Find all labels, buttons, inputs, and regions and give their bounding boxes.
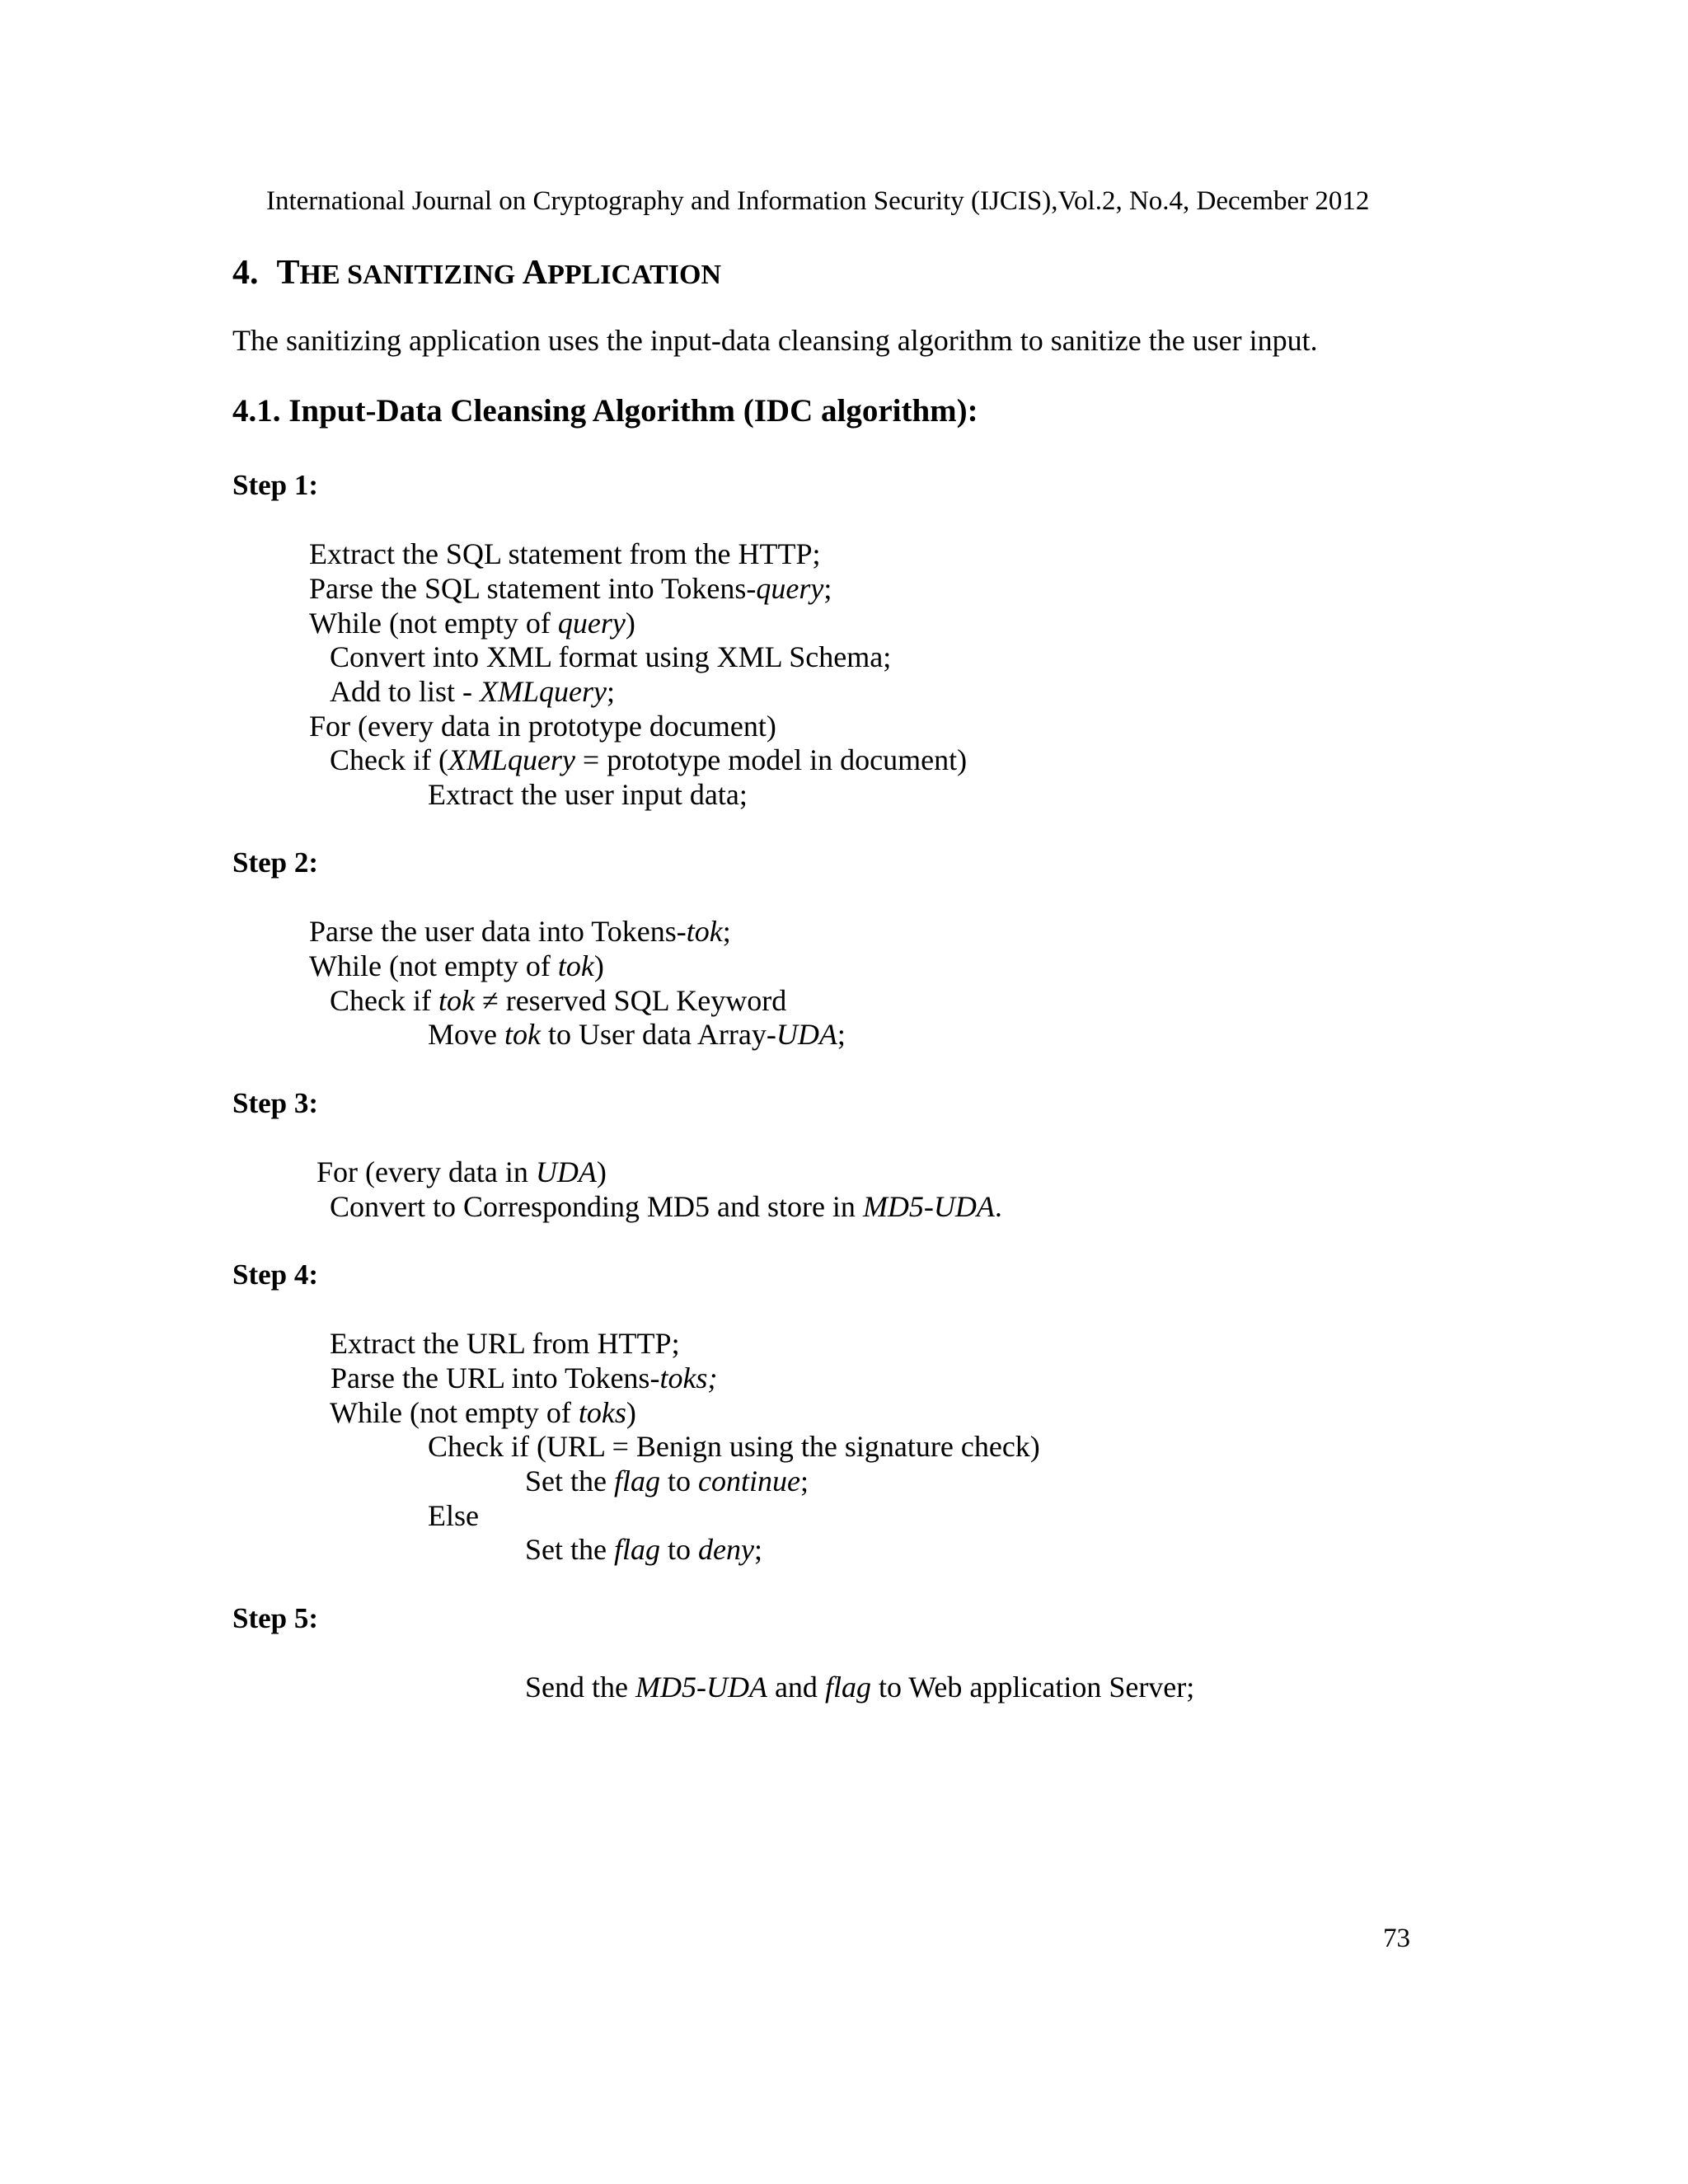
running-head: International Journal on Cryptography and Information Security (IJCIS),Vol.2, No.4, December 2012 <box>266 186 1370 216</box>
section-title-initial-2: A <box>522 254 548 292</box>
step-1-line-5: Add to list - XMLquery; <box>330 675 615 708</box>
section-number: 4. <box>232 254 259 292</box>
step-1-line-7: Check if (XMLquery = prototype model in document) <box>330 743 968 776</box>
page-number: 73 <box>1383 1924 1410 1953</box>
section-title-initial-1: T <box>276 254 300 292</box>
section-heading <box>232 252 721 296</box>
step-4-line-1: Extract the URL from HTTP; <box>330 1327 680 1360</box>
step-2-label: Step 2: <box>232 846 319 879</box>
step-4-label: Step 4: <box>232 1258 319 1291</box>
step-1-line-3: While (not empty of query) <box>309 607 635 640</box>
section-title-rest-2: PPLICATION <box>547 260 722 290</box>
step-4-line-4: Check if (URL = Benign using the signature check) <box>428 1430 1040 1463</box>
step-5-label: Step 5: <box>232 1602 319 1634</box>
step-1-line-2: Parse the SQL statement into Tokens-query; <box>309 572 832 605</box>
step-1-label: Step 1: <box>232 469 319 501</box>
step-3-line-1: For (every data in UDA) <box>316 1155 607 1188</box>
step-2-line-3: Check if tok ≠ reserved SQL Keyword <box>330 984 787 1017</box>
step-4-line-5: Set the flag to continue; <box>525 1465 809 1497</box>
step-3-line-2: Convert to Corresponding MD5 and store in MD5-UDA. <box>330 1190 1002 1223</box>
step-1-line-4: Convert into XML format using XML Schema; <box>330 640 892 673</box>
step-1-line-6: For (every data in prototype document) <box>309 710 776 743</box>
section-title-rest-1: HE SANITIZING <box>299 260 523 290</box>
step-1-line-8: Extract the user input data; <box>428 778 748 811</box>
step-2-line-4: Move tok to User data Array-UDA; <box>428 1018 846 1051</box>
step-2-line-1: Parse the user data into Tokens-tok; <box>309 915 731 948</box>
subsection-heading: 4.1. Input-Data Cleansing Algorithm (IDC algorithm): <box>232 393 978 429</box>
section-intro-paragraph: The sanitizing application uses the input-data cleansing algorithm to sanitize the user input. <box>232 324 1318 357</box>
step-5-line-1: Send the MD5-UDA and flag to Web application Server; <box>525 1671 1195 1704</box>
step-4-line-6: Else <box>428 1499 479 1532</box>
step-4-line-7: Set the flag to deny; <box>525 1533 762 1566</box>
step-4-line-3: While (not empty of toks) <box>330 1396 636 1429</box>
step-4-line-2: Parse the URL into Tokens-toks; <box>331 1361 718 1394</box>
step-3-label: Step 3: <box>232 1087 319 1119</box>
step-1-line-1: Extract the SQL statement from the HTTP; <box>309 537 821 570</box>
step-2-line-2: While (not empty of tok) <box>309 949 604 982</box>
